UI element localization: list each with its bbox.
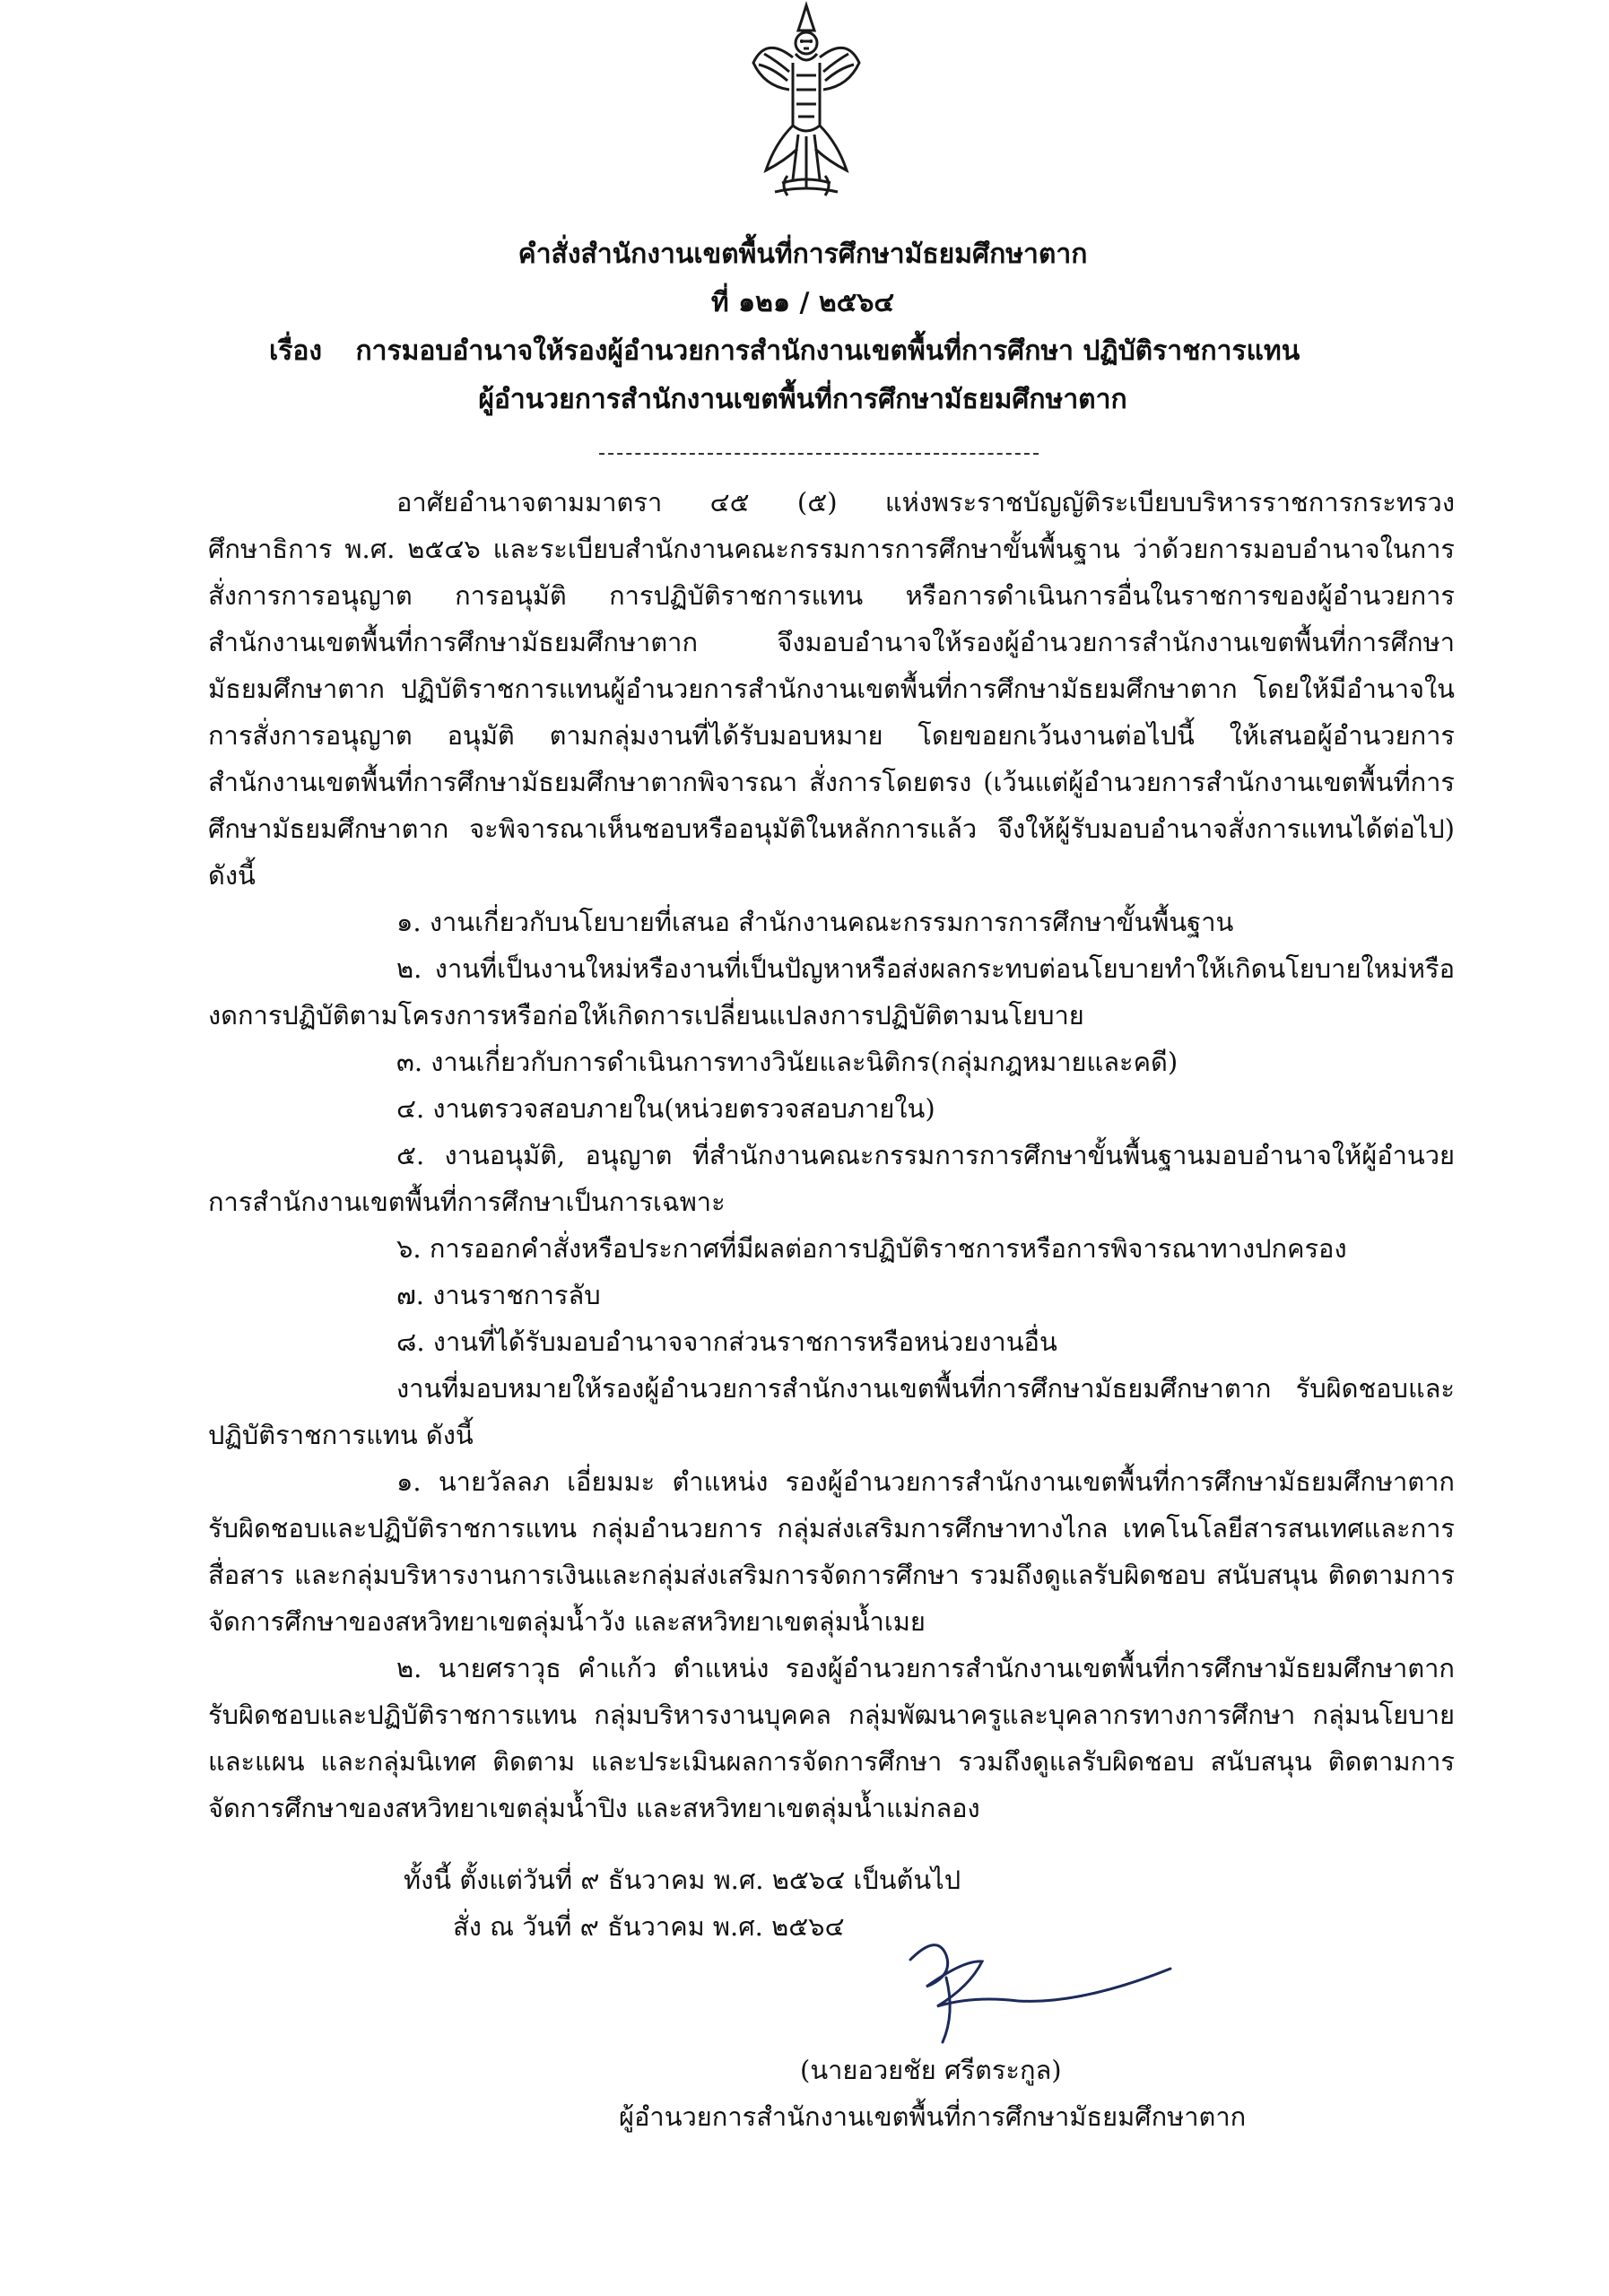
exception-item-6: ๖. การออกคำสั่งหรือประกาศที่มีผลต่อการปฏิบัติราชการหรือการพิจารณาทางปกครอง <box>396 1233 1347 1264</box>
order-number: ที่ ๑๒๑ / ๒๕๖๔ <box>710 287 895 318</box>
intro-paragraph: อาศัยอำนาจตามมาตรา ๔๕ (๕) แห่งพระราชบัญญัติระเบียบบริหารราชการกระทรวงศึกษาธิการ พ.ศ. ๒๕๔๖ และระเบียบสำนักงานคณะกรรมการการศึกษาขั้นพื้นฐาน ว่าด้วยการมอบอำนาจในการสั่งการการอนุญาต การอนุมัติ การปฏิบัติราชการแทน หรือการดำเนินการอื่นในราชการของผู้อำนวยการสำนักงานเขตพื้นที่การศึกษามัธยมศึกษาตาก จึงมอบอำนาจให้รองผู้อำนวยการสำนักงานเขตพื้นที่การศึกษามัธยมศึกษาตาก ปฏิบัติราชการแทนผู้อำนวยการสำนักงานเขตพื้นที่การศึกษามัธยมศึกษาตาก โดยให้มีอำนาจในการสั่งการอนุญาต อนุมัติ ตามกลุ่มงานที่ได้รับมอบหมาย โดยขอยกเว้นงานต่อไปนี้ ให้เสนอผู้อำนวยการสำนักงานเขตพื้นที่การศึกษามัธยมศึกษาตากพิจารณา สั่งการโดยตรง (เว้นแต่ผู้อำนวยการสำนักงานเขตพื้นที่การศึกษามัธยมศึกษาตาก จะพิจารณาเห็นชอบหรืออนุมัติในหลักการแล้ว จึงให้ผู้รับมอบอำนาจสั่งการแทนได้ต่อไป) ดังนี้ <box>208 487 1455 891</box>
subject-line-1: การมอบอำนาจให้รองผู้อำนวยการสำนักงานเขตพื้นที่การศึกษา ปฏิบัติราชการแทน <box>355 335 1300 367</box>
effective-date: ทั้งนี้ ตั้งแต่วันที่ ๙ ธันวาคม พ.ศ. ๒๕๖๔ เป็นต้นไป <box>404 1865 961 1895</box>
order-body <box>208 479 1455 1831</box>
exception-item-7: ๗. งานราชการลับ <box>396 1280 601 1310</box>
exception-item-1: ๑. งานเกี่ยวกับนโยบายที่เสนอ สำนักงานคณะกรรมการการศึกษาขั้นพื้นฐาน <box>396 907 1234 937</box>
garuda-emblem-icon <box>748 0 865 204</box>
assignment-intro: งานที่มอบหมายให้รองผู้อำนวยการสำนักงานเขตพื้นที่การศึกษามัธยมศึกษาตาก รับผิดชอบและปฏิบัติราชการแทน ดังนี้ <box>208 1373 1455 1450</box>
subject-line-2: ผู้อำนวยการสำนักงานเขตพื้นที่การศึกษามัธยมศึกษาตาก <box>478 384 1127 415</box>
exception-item-2: ๒. งานที่เป็นงานใหม่หรืองานที่เป็นปัญหาหรือส่งผลกระทบต่อนโยบายทำให้เกิดนโยบายใหม่หรืองดการปฏิบัติตามโครงการหรือก่อให้เกิดการเปลี่ยนแปลงการปฏิบัติตามนโยบาย <box>208 953 1455 1031</box>
subject-label: เรื่อง <box>269 335 323 367</box>
order-date: สั่ง ณ วันที่ ๙ ธันวาคม พ.ศ. ๒๕๖๔ <box>453 1911 845 1942</box>
signatory-name: (นายอวยชัย ศรีตระกูล) <box>800 2055 1062 2085</box>
exception-item-5: ๕. งานอนุมัติ, อนุญาต ที่สำนักงานคณะกรรมการการศึกษาขั้นพื้นฐานมอบอำนาจให้ผู้อำนวยการสำนักงานเขตพื้นที่การศึกษาเป็นการเฉพาะ <box>208 1140 1455 1217</box>
exception-item-4: ๔. งานตรวจสอบภายใน(หน่วยตรวจสอบภายใน) <box>396 1093 935 1124</box>
exception-item-3: ๓. งานเกี่ยวกับการดำเนินการทางวินัยและนิติกร(กลุ่มกฎหมายและคดี) <box>396 1047 1178 1077</box>
exception-item-8: ๘. งานที่ได้รับมอบอำนาจจากส่วนราชการหรือหน่วยงานอื่น <box>396 1326 1057 1357</box>
signatory-position: ผู้อำนวยการสำนักงานเขตพื้นที่การศึกษามัธยมศึกษาตาก <box>619 2101 1247 2132</box>
order-subject <box>269 328 1435 375</box>
divider <box>599 453 1039 455</box>
order-title: คำสั่งสำนักงานเขตพื้นที่การศึกษามัธยมศึกษาตาก <box>517 239 1088 270</box>
handwritten-signature-icon <box>883 1924 1179 2049</box>
assignment-item-1: ๑. นายวัลลภ เอี่ยมมะ ตำแหน่ง รองผู้อำนวยการสำนักงานเขตพื้นที่การศึกษามัธยมศึกษาตาก รับผิดชอบและปฏิบัติราชการแทน กลุ่มอำนวยการ กลุ่มส่งเสริมการศึกษาทางไกล เทคโนโลยีสารสนเทศและการสื่อสาร และกลุ่มบริหารงานการเงินและกลุ่มส่งเสริมการจัดการศึกษา รวมถึงดูแลรับผิดชอบ สนับสนุน ติดตามการจัดการศึกษาของสหวิทยาเขตลุ่มน้ำวัง และสหวิทยาเขตลุ่มน้ำเมย <box>208 1466 1455 1637</box>
assignment-item-2: ๒. นายศราวุธ คำแก้ว ตำแหน่ง รองผู้อำนวยการสำนักงานเขตพื้นที่การศึกษามัธยมศึกษาตาก รับผิดชอบและปฏิบัติราชการแทน กลุ่มบริหารงานบุคคล กลุ่มพัฒนาครูและบุคลากรทางการศึกษา กลุ่มนโยบายและแผน และกลุ่มนิเทศ ติดตาม และประเมินผลการจัดการศึกษา รวมถึงดูแลรับผิดชอบ สนับสนุน ติดตามการจัดการศึกษาของสหวิทยาเขตลุ่มน้ำปิง และสหวิทยาเขตลุ่มน้ำแม่กลอง <box>208 1653 1455 1823</box>
